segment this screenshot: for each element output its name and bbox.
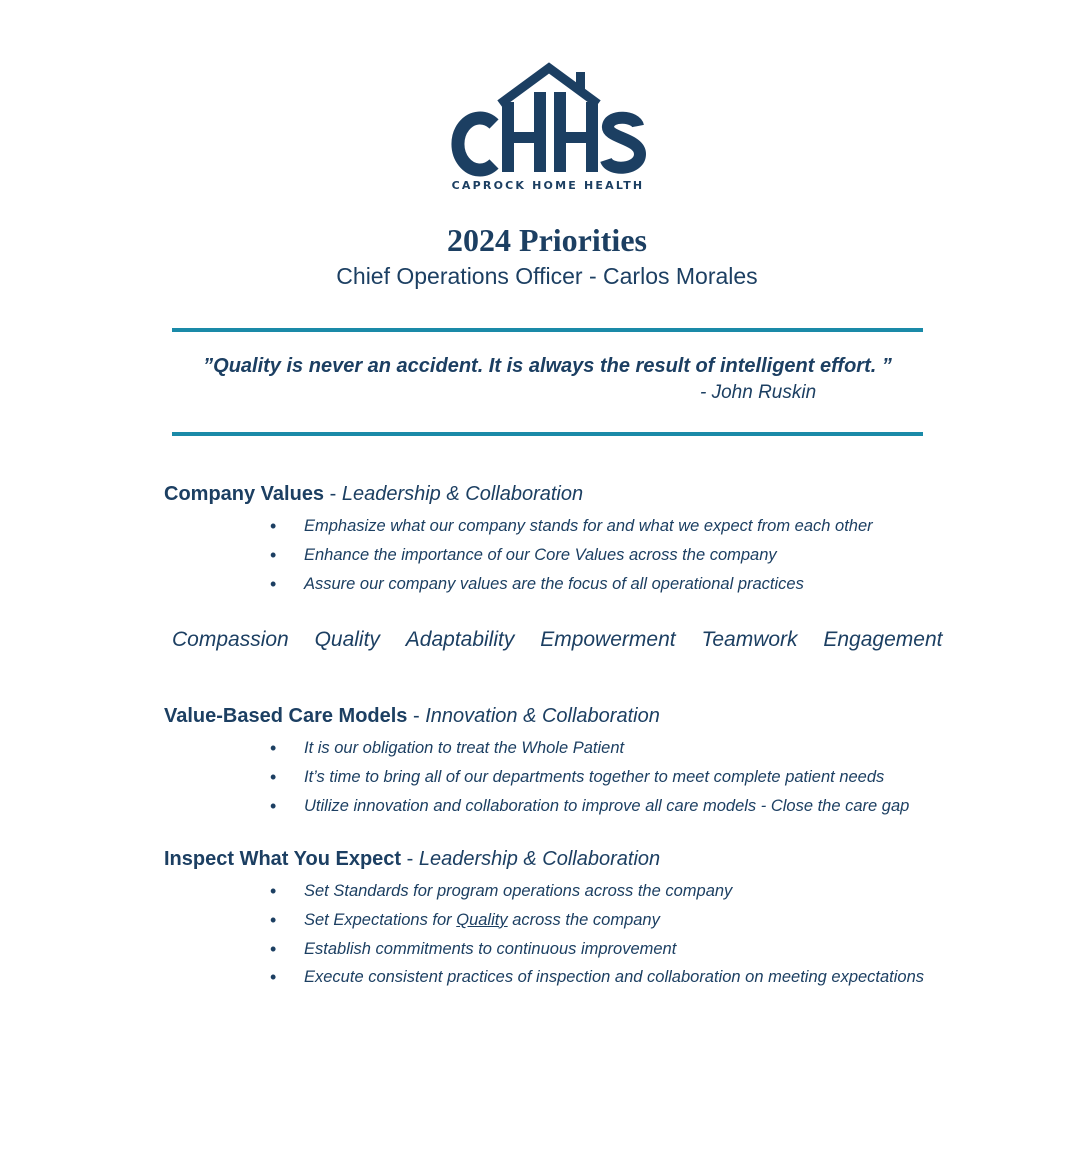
section-title: Inspect What You Expect xyxy=(164,848,402,870)
section-heading-value-based-care xyxy=(164,705,660,728)
core-value: Empowerment xyxy=(540,628,676,651)
core-value: Teamwork xyxy=(701,628,798,651)
core-value: Adaptability xyxy=(405,628,515,651)
section-separator: - xyxy=(324,483,342,505)
chhs-logo-mark xyxy=(450,62,646,182)
section-theme: Innovation & Collaboration xyxy=(425,705,660,727)
list-item: • Establish commitments to continuous improvement xyxy=(264,935,924,964)
page-subtitle: Chief Operations Officer - Carlos Morales xyxy=(336,263,758,289)
bullet-text-prefix: Set Expectations for xyxy=(304,910,457,929)
inspect-expect-list xyxy=(264,877,924,992)
list-item: • Execute consistent practices of inspection and collaboration on meeting expectations xyxy=(264,963,924,992)
value-based-care-list xyxy=(264,734,909,820)
quality-underlined-text: Quality xyxy=(456,910,508,929)
list-item: • Utilize innovation and collaboration to improve all care models - Close the care gap xyxy=(264,792,909,821)
section-title: Company Values xyxy=(164,483,325,505)
top-divider xyxy=(172,328,923,332)
core-value: Engagement xyxy=(823,628,943,651)
logo-company-name: CAPROCK HOME HEALTH xyxy=(451,179,645,192)
quote-author: - John Ruskin xyxy=(700,382,817,403)
list-item: • Assure our company values are the focus of all operational practices xyxy=(264,570,873,599)
list-item xyxy=(264,906,924,935)
section-title: Value-Based Care Models xyxy=(164,705,408,727)
list-item: • Set Standards for program operations across the company xyxy=(264,877,924,906)
section-separator: - xyxy=(401,848,419,870)
core-value: Quality xyxy=(314,628,380,651)
section-separator: - xyxy=(407,705,426,727)
list-item: • It’s time to bring all of our departments together to meet complete patient needs xyxy=(264,763,909,792)
page-title: 2024 Priorities xyxy=(447,222,647,258)
core-values-row xyxy=(172,628,962,652)
list-item: • It is our obligation to treat the Whole Patient xyxy=(264,734,909,763)
company-logo xyxy=(450,62,646,198)
company-values-list xyxy=(264,512,873,598)
list-item: • Enhance the importance of our Core Values across the company xyxy=(264,541,873,570)
quote-text: ”Quality is never an accident. It is always the result of intelligent effort. ” xyxy=(203,355,892,377)
section-theme: Leadership & Collaboration xyxy=(341,483,584,505)
bottom-divider xyxy=(172,432,923,436)
section-theme: Leadership & Collaboration xyxy=(418,848,661,870)
list-item: • Emphasize what our company stands for and what we expect from each other xyxy=(264,512,873,541)
bullet-text-suffix: across the company xyxy=(507,910,660,929)
section-heading-inspect-what-you-expect xyxy=(164,848,660,871)
section-heading-company-values xyxy=(164,483,583,506)
core-value: Compassion xyxy=(172,628,289,651)
